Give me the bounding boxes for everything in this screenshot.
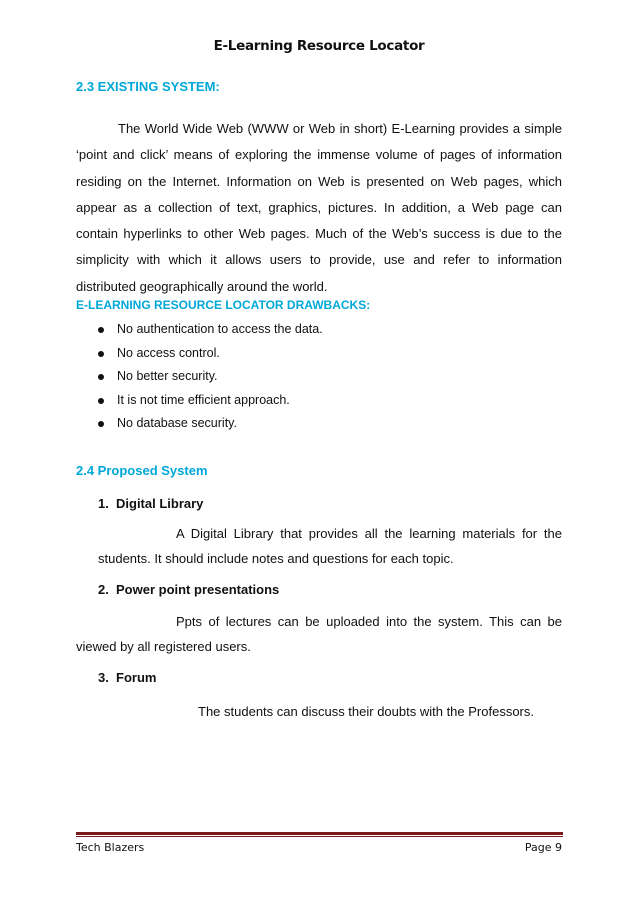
item-title: Forum bbox=[116, 670, 157, 685]
proposed-item-text-power-point bbox=[76, 610, 562, 659]
proposed-item-heading-power-point bbox=[98, 582, 279, 597]
drawbacks-list bbox=[98, 318, 323, 436]
footer-left-text: Tech Blazers bbox=[76, 841, 145, 854]
bullet-icon bbox=[98, 351, 104, 357]
bullet-icon bbox=[98, 398, 104, 404]
list-item bbox=[98, 365, 323, 389]
page-header-title: E-Learning Resource Locator bbox=[213, 38, 425, 54]
item-title: Digital Library bbox=[116, 496, 204, 511]
list-item-text: No better security. bbox=[117, 369, 218, 384]
existing-system-heading: 2.3 EXISTING SYSTEM: bbox=[76, 79, 220, 94]
list-item bbox=[98, 412, 323, 436]
item-number: 2. bbox=[98, 582, 109, 597]
proposed-system-heading: 2.4 Proposed System bbox=[76, 463, 208, 478]
page-number: Page 9 bbox=[524, 841, 562, 854]
proposed-item-heading-forum bbox=[98, 670, 156, 685]
list-item bbox=[98, 342, 323, 366]
list-item-text: No database security. bbox=[117, 416, 237, 431]
bullet-icon bbox=[98, 327, 104, 333]
existing-system-paragraph-text: The World Wide Web (WWW or Web in short) E-Learning provides a simple ‘point and click’ means of exploring the immense volume of pages of information residing on the Internet. Information on Web is presented on Web pages, which appear as a collection of text, graphics, pictures. In addition, a Web page can contain hyperlinks to other Web pages. Much of the Web’s success is due to the simplicity with which it allows users to provide, use and refer to information distributed geographically around the world. bbox=[76, 121, 562, 294]
item-text: Ppts of lectures can be uploaded into the system. This can be viewed by all registered users. bbox=[76, 614, 562, 654]
list-item-text: No authentication to access the data. bbox=[117, 322, 323, 336]
proposed-item-heading-digital-library bbox=[98, 496, 203, 511]
bullet-icon bbox=[98, 421, 104, 427]
list-item bbox=[98, 318, 323, 342]
item-title: Power point presentations bbox=[116, 582, 280, 597]
item-number: 1. bbox=[98, 496, 109, 511]
item-text: The students can discuss their doubts with the Professors. bbox=[198, 704, 535, 719]
item-number: 3. bbox=[98, 670, 109, 685]
bullet-icon bbox=[98, 374, 104, 380]
list-item-text: It is not time efficient approach. bbox=[117, 392, 290, 407]
existing-system-paragraph bbox=[76, 116, 562, 300]
list-item bbox=[98, 389, 323, 413]
item-text: A Digital Library that provides all the learning materials for the students. It should include notes and questions for each topic. bbox=[98, 526, 562, 566]
proposed-item-text-digital-library bbox=[98, 522, 562, 571]
proposed-item-text-forum bbox=[198, 700, 578, 725]
footer-divider-thin bbox=[76, 836, 563, 837]
list-item-text: No access control. bbox=[117, 345, 220, 360]
drawbacks-heading: E-LEARNING RESOURCE LOCATOR DRAWBACKS: bbox=[76, 298, 371, 312]
footer-divider bbox=[76, 832, 563, 835]
